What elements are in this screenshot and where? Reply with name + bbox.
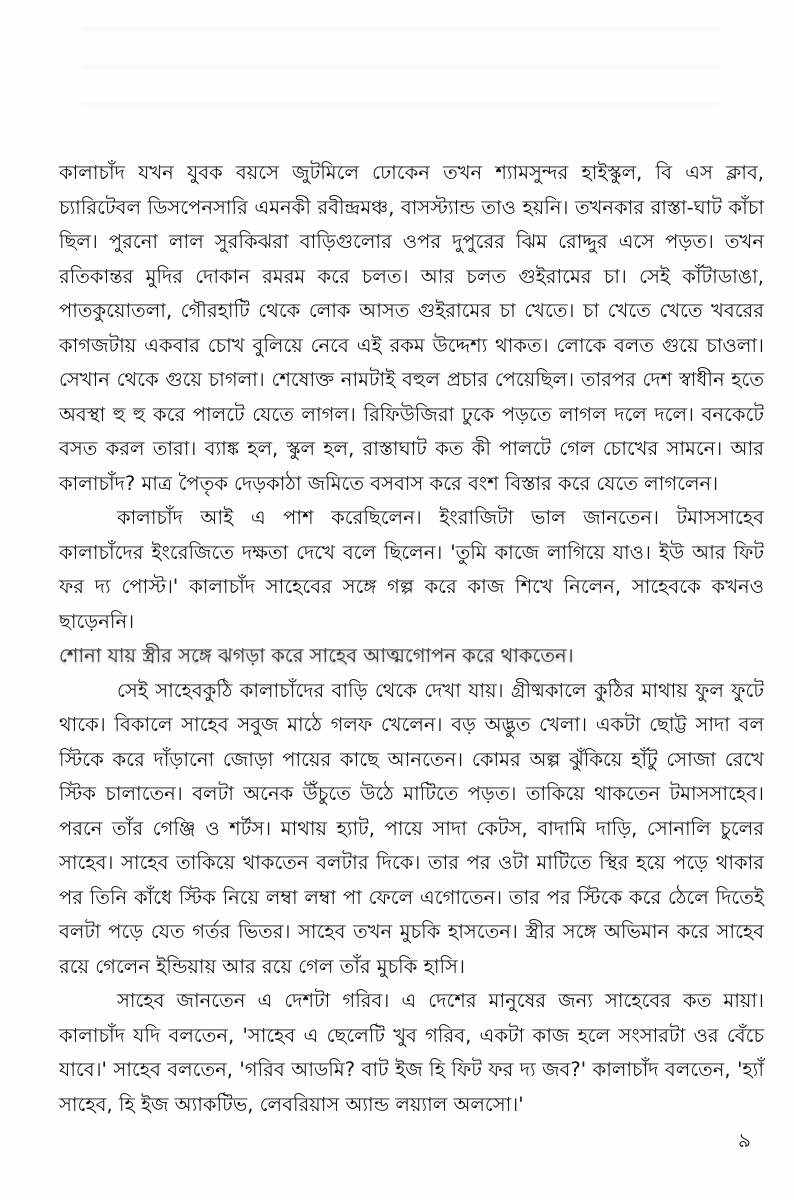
show-through-text — [80, 10, 720, 120]
paragraph-3: শোনা যায় স্ত্রীর সঙ্গে ঝগড়া করে সাহেব আত্মগোপন করে থাকতেন। — [59, 644, 574, 667]
paragraph-4: সেই সাহেবকুঠি কালাচাঁদের বাড়ি থেকে দেখা যায়। গ্রীষ্মকালে কুঠির মাথায় ফুল ফুটে থাকে। বিকালে সাহেব সবুজ মাঠে গলফ খেলেন। বড় অদ্ভুত খেলা। একটা ছোট্ট সাদা বল স্টিকে করে দাঁড়ানো জোড়া পায়ের কাছে আনতেন। কোমর অল্প ঝুঁকিয়ে হাঁটু সোজা রেখে স্টিক চালাতেন। বলটা অনেক উঁচুতে উঠে মাটিতে পড়ত। তাকিয়ে থাকতেন টমাসসাহেব। পরনে তাঁর গেঞ্জি ও শর্টস। মাথায় হ্যাট, পায়ে সাদা কেটস, বাদামি দাড়ি, সোনালি চুলের সাহেব। সাহেব তাকিয়ে থাকতেন বলটার দিকে। তার পর ওটা মাটিতে স্থির হয়ে পড়ে থাকার পর তিনি কাঁধে স্টিক নিয়ে লম্বা লম্বা পা ফেলে এগোতেন। তার পর স্টিকে করে ঠেলে দিতেই বলটা পড়ে যেত গর্তর ভিতর। সাহেব তখন মুচকি হাসতেন। স্ত্রীর সঙ্গে অভিমান করে সাহেব রয়ে গেলেন ইন্ডিয়ায় আর রয়ে গেল তাঁর মুচকি হাসি। — [59, 678, 764, 978]
paragraph-1: কালাচাঁদ যখন যুবক বয়সে জুটমিলে ঢোকেন তখন শ্যামসুন্দর হাইস্কুল, বি এস ক্লাব, চ্যারিটেবল ডিসপেনসারি এমনকী রবীন্দ্রমঞ্চ, বাসস্ট্যান্ড তাও হয়নি। তখনকার রাস্তা-ঘাট কাঁচা ছিল। পুরনো লাল সুরকিঝরা বাড়িগুলোর ওপর দুপুরের ঝিম রোদ্দুর এসে পড়ত। তখন রতিকান্তর মুদির দোকান রমরম করে চলত। আর চলত গুইরামের চা। সেই কাঁটাডাঙা, পাতকুয়োতলা, গৌরহাটি থেকে লোক আসত গুইরামের চা খেতে। চা খেতে খেতে খবরের কাগজটায় একবার চোখ বুলিয়ে নেবে এই রকম উদ্দেশ্য থাকত। লোকে বলত গুয়ে চাওলা। সেখান থেকে গুয়ে চাগলা। শেষোক্ত নামটাই বহুল প্রচার পেয়েছিল। তারপর দেশ স্বাধীন হতে অবস্থা হু হু করে পালটে যেতে লাগল। রিফিউজিরা ঢুকে পড়তে লাগল দলে দলে। বনকেটে বসত করল তারা। ব্যাঙ্ক হল, স্কুল হল, রাস্তাঘাট কত কী পালটে গেল চোখের সামনে। আর কালাচাঁদ? মাত্র পৈতৃক দেড়কাঠা জমিতে বসবাস করে বংশ বিস্তার করে যেতে লাগলেন। — [59, 161, 764, 495]
page-number: ৯ — [738, 1128, 751, 1152]
paragraph-2: কালাচাঁদ আই এ পাশ করেছিলেন। ইংরাজিটা ভাল জানতেন। টমাসসাহেব কালাচাঁদের ইংরেজিতে দক্ষতা দেখে বলে ছিলেন। 'তুমি কাজে লাগিয়ে যাও। ইউ আর ফিট ফর দ্য পোস্ট।' কালাচাঁদ সাহেবের সঙ্গে গল্প করে কাজ শিখে নিলেন, সাহেবকে কখনও ছাড়েননি। — [59, 506, 764, 633]
page-body — [59, 156, 764, 1122]
paragraph-5: সাহেব জানতেন এ দেশটা গরিব। এ দেশের মানুষের জন্য সাহেবের কত মায়া। কালাচাঁদ যদি বলতেন, 'সাহেব এ ছেলেটি খুব গরিব, একটা কাজ হলে সংসারটা ওর বেঁচে যাবে।' সাহেব বলতেন, 'গরিব আডমি? বাট ইজ হি ফিট ফর দ্য জব?' কালাচাঁদ বলতেন, 'হ্যাঁ সাহেব, হি ইজ অ্যাকটিভ, লেবরিয়াস অ্যান্ড লয়্যাল অলসো।' — [59, 989, 764, 1116]
